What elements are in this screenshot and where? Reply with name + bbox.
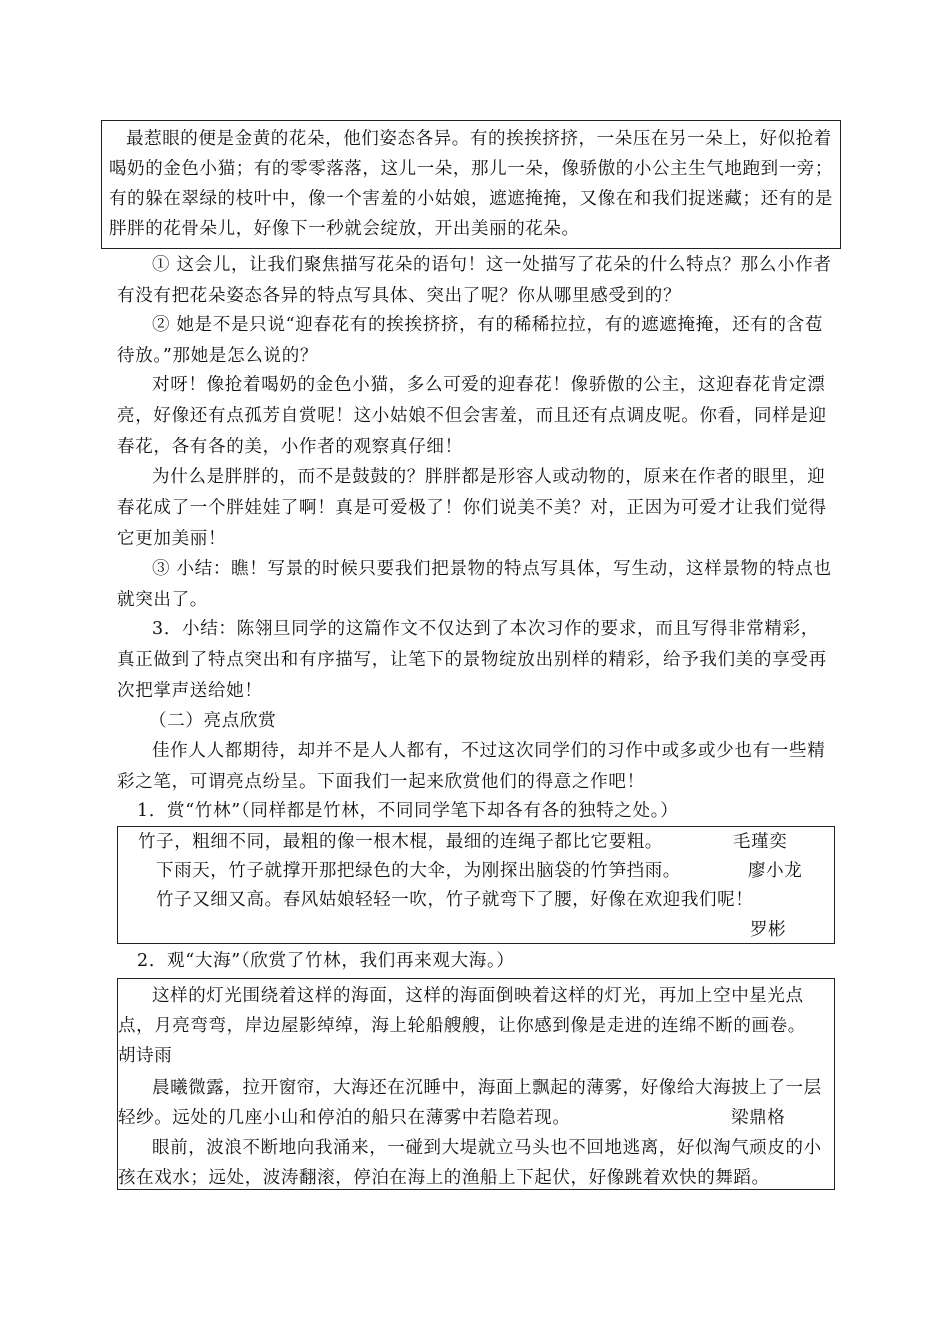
excerpt-flowers-text: 最惹眼的便是金黄的花朵，他们姿态各异。有的挨挨挤挤，一朵压在另一朵上，好似抢着喝奶的金色小猫；有的零零落落，这儿一朵，那儿一朵，像骄傲的小公主生气地跑到一旁；有的躲在翠绿的枝叶中，像一个害羞的小姑娘，遮遮掩掩，又像在和我们捉迷藏；还有的是胖胖的花骨朵儿，好像下一秒就会绽放，开出美丽的花朵。 (109, 129, 833, 239)
sea-excerpt-2: 晨曦微露，拉开窗帘，大海还在沉睡中，海面上飘起的薄雾，好像给大海披上了一层轻纱。远处的几座小山和停泊的船只在薄雾中若隐若现。 (118, 1078, 822, 1128)
paragraph-commentary-1: 对呀！像抢着喝奶的金色小猫，多么可爱的迎春花！像骄傲的公主，这迎春花肯定漂亮，好像还有点孤芳自赏呢！这小姑娘不但会害羞，而且还有点调皮呢。你看，同样是迎春花，各有各的美，小作者的观察真仔细！ (117, 375, 827, 457)
item-sea-heading: 2．观“大海”（欣赏了竹林，我们再来观大海。） (137, 951, 515, 971)
paragraph-commentary-2: 为什么是胖胖的，而不是鼓鼓的？胖胖都是形容人或动物的，原来在作者的眼里，迎春花成了一个胖娃娃了啊！真是可爱极了！你们说美不美？对，正因为可爱才让我们觉得它更加美丽！ (117, 467, 827, 549)
sea-excerpt-1: 这样的灯光围绕着这样的海面，这样的海面倒映着这样的灯光，再加上空中星光点点，月亮弯弯，岸边屋影绰绰，海上轮船艘艘，让你感到像是走进的连绵不断的画卷。 (118, 986, 806, 1036)
bamboo-author-2: 廖小龙 (748, 861, 803, 881)
bamboo-excerpt-3: 竹子又细又高。春风姑娘轻轻一吹，竹子就弯下了腰，好像在欢迎我们呢！ (156, 890, 754, 910)
paragraph-summary-3: ③ 小结：瞧！写景的时候只要我们把景物的特点写具体，写生动，这样景物的特点也就突出了。 (117, 559, 832, 610)
bamboo-excerpt-1: 竹子，粗细不同，最粗的像一根木棍，最细的连绳子都比它要粗。 (138, 832, 663, 852)
sea-author-1: 胡诗雨 (118, 1046, 173, 1066)
paragraph-highlights-intro: 佳作人人都期待，却并不是人人都有，不过这次同学们的习作中或多或少也有一些精彩之笔，可谓亮点纷呈。下面我们一起来欣赏他们的得意之作吧！ (117, 741, 826, 792)
sea-author-2: 梁鼎格 (731, 1108, 786, 1128)
sea-excerpt-3: 眼前，波浪不断地向我涌来，一碰到大堤就立马头也不回地逃离，好似淘气顽皮的小孩在戏水；远处，波涛翻滚，停泊在海上的渔船上下起伏，好像跳着欢快的舞蹈。 (118, 1138, 822, 1188)
item-bamboo-heading: 1．赏“竹林”（同样都是竹林，不同同学笔下却各有各的独特之处。） (137, 801, 679, 821)
paragraph-summary-main: 3．小结：陈翎旦同学的这篇作文不仅达到了本次习作的要求，而且写得非常精彩，真正做到了特点突出和有序描写，让笔下的景物绽放出别样的精彩，给予我们美的享受再次把掌声送给她！ (117, 619, 827, 701)
excerpt-box-bamboo (117, 826, 835, 944)
paragraph-question-1: ① 这会儿，让我们聚焦描写花朵的语句！这一处描写了花朵的什么特点？那么小作者有没有把花朵姿态各异的特点写具体、突出了呢？你从哪里感受到的？ (117, 255, 832, 306)
bamboo-excerpt-2: 下雨天，竹子就撑开那把绿色的大伞，为刚探出脑袋的竹笋挡雨。 (156, 861, 681, 881)
section-heading-highlights: （二）亮点欣赏 (149, 711, 277, 731)
paragraph-question-2: ② 她是不是只说“迎春花有的挨挨挤挤，有的稀稀拉拉，有的遮遮掩掩，还有的含苞待放。”那她是怎么说的？ (117, 315, 824, 366)
excerpt-box-flowers (101, 120, 841, 249)
bamboo-author-3: 罗彬 (750, 920, 787, 940)
bamboo-author-1: 毛瑾奕 (733, 832, 788, 852)
excerpt-box-sea (117, 978, 835, 1190)
